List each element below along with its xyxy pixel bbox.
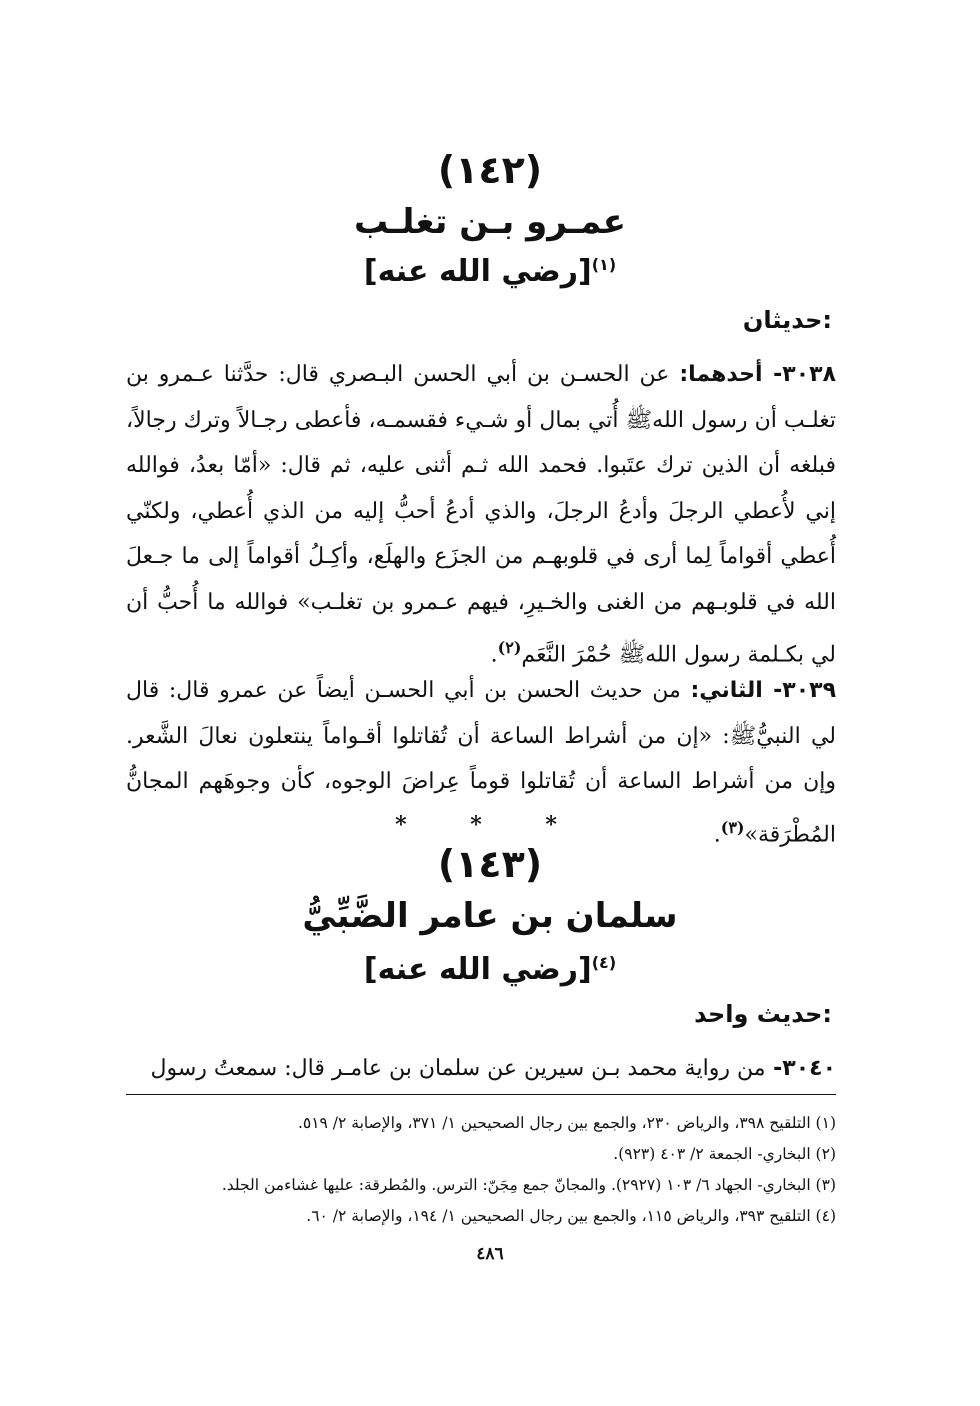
section-separator: * * *	[395, 812, 585, 838]
footnote-ref: (١)	[591, 255, 617, 274]
hadith-label: أحدهما:	[679, 362, 763, 387]
blessing-heading	[0, 952, 980, 987]
footnote-ref: (٤)	[591, 953, 617, 972]
footnotes	[126, 1108, 836, 1232]
hadith-paragraph: ٣٠٣٩- الثاني: من حديث الحسن بن أبي الحسـن أيضاً عن عمرو قال: قال لي النبيُّﷺ: «إن من أشراط الساعة أن تُقاتلوا أقـواماً ينتعلون نعالَ الشَّعر. وإن من أشراط الساعة أن تُقاتلوا قوماً عِراضَ الوجوه، كأن وجوهَهم المجانُّ المُطْرَقة»$^{(٣)}$.	[126, 678, 837, 847]
hadith-text: من رواية محمد بـن سيرين عن سلمان بن عامـر قال: سمعتُ رسول	[150, 1056, 766, 1081]
footnote: (٢) البخاري- الجمعة ٢/ ٤٠٣ (٩٢٣).	[613, 1145, 836, 1163]
hadith-number: ٣٠٣٩	[782, 678, 837, 703]
companion-name: سلمان بن عامر الضَّبِّيُّ	[302, 896, 678, 936]
companion-name: عمـرو بـن تغلـب	[353, 202, 627, 242]
hadith-count-heading: حديثان:	[742, 306, 832, 334]
hadith-count-heading: حديث واحد:	[694, 1000, 832, 1028]
footnote: (٤) التلقيح ٣٩٣، والرياض ١١٥، والجمع بين رجال الصحيحين ١/ ١٩٤، والإصابة ٢/ ٦٠.	[306, 1207, 836, 1225]
footnote: (٣) البخاري- الجهاد ٦/ ١٠٣ (٢٩٢٧). والمجانّ جمع مِجَنّ: الترس. والمُطرقة: عليها غشاءمن الجلد.	[221, 1176, 836, 1194]
footnote-divider	[126, 1094, 836, 1095]
blessing-heading	[0, 254, 980, 289]
footnote-ref: (٢)	[497, 638, 522, 657]
hadith-paragraph: ٣٠٣٨- أحدهما: عن الحسـن بن أبي الحسن البـصري قال: حدَّثنا عـمرو بن تغلـب أن رسول اللهﷺ أُتي بمال أو شـيء فقسمـه، فأعطى رجـالاً وترك رجالاً، فبلغه أن الذين ترك عتَبوا. فحمد الله ثـم أثنى عليه، ثم قال: «أمّا بعدُ، فوالله إني لأُعطي الرجلَ وأدعُ الرجلَ، والذي أدعُ أحبُّ إليه من الذي أُعطي، ولكنّي أُعطي أقواماً لِما أرى في قلوبهـم من الجزَع والهلَع، وأكِـلُ أقواماً إلى ما جـعلَ الله في قلوبـهم من الغنى والخـيرِ، فيهم عـمرو بن تغلـب» فوالله ما أُحبُّ أن لي بكـلمة رسول اللهﷺ حُمْرَ النَّعَم$^{(٢)}$.	[126, 362, 836, 668]
hadith-text: من حديث الحسن بن أبي الحسـن أيضاً عن عمرو قال: قال لي النبيُّﷺ: «إن من أشراط الساعة أن تُقاتلوا أقـواماً ينتعلون نعالَ الشَّعر. وإن من أشراط الساعة أن تُقاتلوا قوماً عِراضَ الوجوه، كأن وجوهَهم المجانُّ المُطْرَقة»	[126, 678, 836, 847]
hadith-label: الثاني:	[690, 678, 763, 703]
page-number: ٤٨٦	[476, 1244, 504, 1264]
footnote: (١) التلقيح ٣٩٨، والرياض ٢٣٠، والجمع بين رجال الصحيحين ١/ ٣٧١، والإصابة ٢/ ٥١٩.	[297, 1114, 836, 1132]
hadith-text: عن الحسـن بن أبي الحسن البـصري قال: حدَّثنا عـمرو بن تغلـب أن رسول اللهﷺ أُتي بمال أو شـيء فقسمـه، فأعطى رجـالاً وترك رجالاً، فبلغه أن الذين ترك عتَبوا. فحمد الله ثـم أثنى عليه، ثم قال: «أمّا بعدُ، فوالله إني لأُعطي الرجلَ وأدعُ الرجلَ، والذي أدعُ أحبُّ إليه من الذي أُعطي، ولكنّي أُعطي أقواماً لِما أرى في قلوبهـم من الجزَع والهلَع، وأكِـلُ أقواماً إلى ما جـعلَ الله في قلوبـهم من الغنى والخـيرِ، فيهم عـمرو بن تغلـب» فوالله ما أُحبُّ أن لي بكـلمة رسول اللهﷺ حُمْرَ النَّعَم	[126, 362, 836, 668]
section-number: (١٤٢)	[437, 148, 543, 192]
hadith-number: ٣٠٤٠	[782, 1056, 836, 1081]
blessing-text: [رضي الله عنه]	[363, 254, 592, 289]
section-number: (١٤٣)	[437, 842, 543, 886]
hadith-paragraph: ٣٠٤٠- من رواية محمد بـن سيرين عن سلمان بن عامـر قال: سمعتُ رسول	[150, 1056, 836, 1081]
hadith-number: ٣٠٣٨	[782, 362, 836, 387]
blessing-text: [رضي الله عنه]	[363, 952, 592, 987]
footnote-ref: (٣)	[720, 817, 745, 837]
